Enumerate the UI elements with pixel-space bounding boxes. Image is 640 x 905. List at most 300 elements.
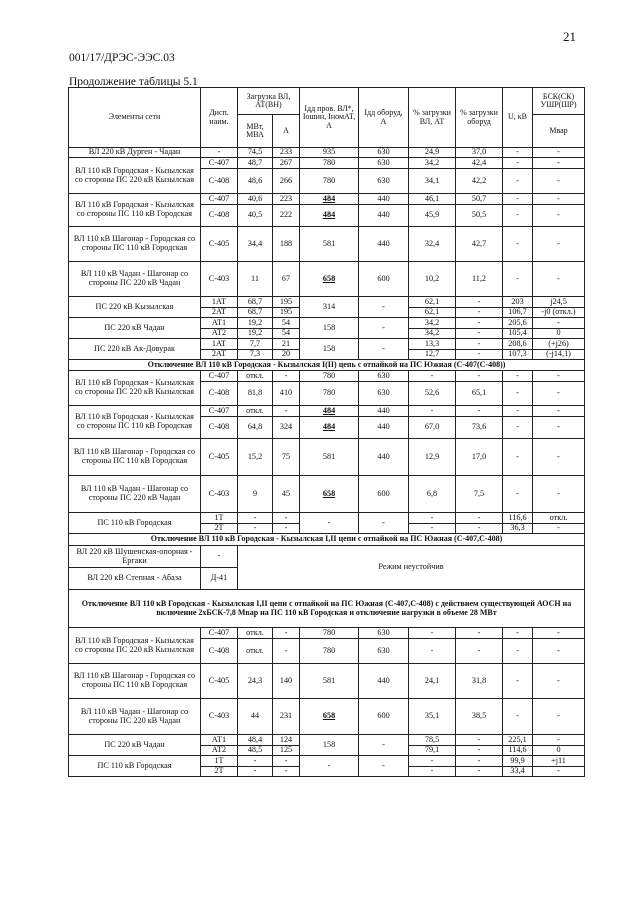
element-name: ПС 220 кВ Чадан	[69, 318, 201, 339]
pct-line-value: -	[409, 756, 456, 767]
mvar-value: -j0 (откл.)	[533, 308, 585, 318]
mvar-value: -	[533, 767, 585, 777]
regime-note: Режим неустойчив	[238, 546, 585, 590]
voltage-value: -	[503, 628, 533, 639]
idd-equipment-value: 440	[359, 194, 409, 205]
load-mw-value: 48,5	[238, 746, 273, 756]
voltage-value: -	[503, 169, 533, 194]
mvar-value: (-j14,1)	[533, 350, 585, 360]
table-body	[69, 148, 585, 777]
dispatch-name: С-403	[201, 262, 238, 297]
pct-equipment-value: 17,0	[456, 439, 503, 476]
mvar-value: -	[533, 169, 585, 194]
table-row	[69, 546, 585, 568]
mvar-value: -	[533, 664, 585, 699]
voltage-value: 116,6	[503, 513, 533, 524]
pct-line-value: -	[409, 406, 456, 417]
pct-equipment-value: 42,7	[456, 227, 503, 262]
idd-equipment-value: 630	[359, 639, 409, 664]
load-current-value: 223	[273, 194, 300, 205]
idd-line-value: 581	[300, 227, 359, 262]
pct-line-value: -	[409, 513, 456, 524]
load-mw-value: -	[238, 756, 273, 767]
idd-line-value: 780	[300, 628, 359, 639]
pct-equipment-value: -	[456, 756, 503, 767]
pct-line-value: 10,2	[409, 262, 456, 297]
table-row	[69, 439, 585, 476]
header-pct-equipment: % загрузки оборуд	[456, 88, 503, 148]
mvar-value: j24,5	[533, 297, 585, 308]
table-row	[69, 628, 585, 639]
load-mw-value: 44	[238, 699, 273, 735]
header-idd-line: Iдд пров. ВЛ*, Iошин, IномАТ, А	[300, 88, 359, 148]
element-name: ВЛ 110 кВ Чадан - Шагонар со стороны ПС 220 кВ Чадан	[69, 699, 201, 735]
idd-equipment-value: 630	[359, 371, 409, 382]
load-current-value: 54	[273, 329, 300, 339]
voltage-value: -	[503, 148, 533, 158]
header-elements: Элементы сети	[69, 88, 201, 148]
table-row	[69, 756, 585, 767]
load-current-value: 231	[273, 699, 300, 735]
dispatch-name: С-407	[201, 406, 238, 417]
dispatch-name: С-403	[201, 476, 238, 513]
table-row	[69, 318, 585, 329]
idd-equipment-value: -	[359, 318, 409, 339]
load-mw-value: 40,5	[238, 205, 273, 227]
load-current-value: 195	[273, 308, 300, 318]
idd-line-value: -	[300, 513, 359, 534]
load-mw-value: 74,5	[238, 148, 273, 158]
pct-equipment-value: -	[456, 524, 503, 534]
mvar-value: -	[533, 439, 585, 476]
load-current-value: -	[273, 406, 300, 417]
pct-line-value: 34,1	[409, 169, 456, 194]
pct-line-value: -	[409, 767, 456, 777]
dispatch-name: 1АТ	[201, 297, 238, 308]
idd-line-value: 484	[300, 205, 359, 227]
idd-line-value: 581	[300, 664, 359, 699]
dispatch-name: С-405	[201, 664, 238, 699]
section-header-row	[69, 534, 585, 546]
results-table	[68, 87, 585, 777]
table-row	[69, 371, 585, 382]
idd-line-value: -	[300, 756, 359, 777]
pct-equipment-value: -	[456, 735, 503, 746]
dispatch-name: С-408	[201, 639, 238, 664]
load-current-value: 21	[273, 339, 300, 350]
idd-line-value: 484	[300, 406, 359, 417]
mvar-value: -	[533, 262, 585, 297]
idd-line-value: 484	[300, 417, 359, 439]
load-mw-value: -	[238, 524, 273, 534]
mvar-value: 0	[533, 329, 585, 339]
pct-equipment-value: 50,7	[456, 194, 503, 205]
dispatch-name: С-407	[201, 194, 238, 205]
element-name: ВЛ 110 кВ Чадан - Шагонар со стороны ПС 220 кВ Чадан	[69, 476, 201, 513]
load-mw-value: 48,7	[238, 158, 273, 169]
load-current-value: -	[273, 639, 300, 664]
load-current-value: 75	[273, 439, 300, 476]
idd-equipment-value: 440	[359, 205, 409, 227]
idd-line-value: 780	[300, 169, 359, 194]
voltage-value: -	[503, 262, 533, 297]
voltage-value: -	[503, 406, 533, 417]
idd-equipment-value: -	[359, 297, 409, 318]
idd-line-value: 314	[300, 297, 359, 318]
pct-equipment-value: -	[456, 406, 503, 417]
document-id: 001/17/ДРЭС-ЭЭС.03	[69, 52, 175, 64]
dispatch-name: С-403	[201, 699, 238, 735]
load-mw-value: -	[238, 767, 273, 777]
idd-line-value: 658	[300, 262, 359, 297]
mvar-value: 0	[533, 746, 585, 756]
idd-line-value: 780	[300, 158, 359, 169]
element-name: ВЛ 220 кВ Дурген - Чадан	[69, 148, 201, 158]
dispatch-name: АТ2	[201, 329, 238, 339]
voltage-value: -	[503, 205, 533, 227]
pct-line-value: 67,0	[409, 417, 456, 439]
mvar-value: -	[533, 699, 585, 735]
header-load-group: Загрузка ВЛ, АТ(ВН)	[238, 88, 300, 115]
mvar-value: +j11	[533, 756, 585, 767]
idd-line-value: 780	[300, 371, 359, 382]
voltage-value: 114,6	[503, 746, 533, 756]
load-mw-value: 15,2	[238, 439, 273, 476]
dispatch-name: С-407	[201, 628, 238, 639]
table-row	[69, 148, 585, 158]
load-mw-value: 40,6	[238, 194, 273, 205]
load-mw-value: 7,3	[238, 350, 273, 360]
header-voltage: U, кВ	[503, 88, 533, 148]
header-pct-line: % загрузки ВЛ, АТ	[409, 88, 456, 148]
load-current-value: 45	[273, 476, 300, 513]
pct-line-value: 78,5	[409, 735, 456, 746]
pct-line-value: -	[409, 371, 456, 382]
load-current-value: -	[273, 756, 300, 767]
voltage-value: -	[503, 699, 533, 735]
pct-equipment-value: 65,1	[456, 382, 503, 406]
dispatch-name: АТ1	[201, 318, 238, 329]
idd-equipment-value: 600	[359, 699, 409, 735]
mvar-value: -	[533, 735, 585, 746]
table-continuation-caption: Продолжение таблицы 5.1	[69, 76, 198, 88]
dispatch-name: С-408	[201, 169, 238, 194]
idd-equipment-value: 630	[359, 169, 409, 194]
table-row	[69, 158, 585, 169]
mvar-value: (+j26)	[533, 339, 585, 350]
load-mw-value: 24,3	[238, 664, 273, 699]
element-name: ВЛ 110 кВ Шагонар - Городская со стороны ПС 110 кВ Городская	[69, 439, 201, 476]
load-current-value: 324	[273, 417, 300, 439]
mvar-value: -	[533, 382, 585, 406]
voltage-value: -	[503, 417, 533, 439]
table-row	[69, 513, 585, 524]
load-mw-value: 11	[238, 262, 273, 297]
voltage-value: -	[503, 476, 533, 513]
pct-equipment-value: 42,2	[456, 169, 503, 194]
section-title: Отключение ВЛ 110 кВ Городская - Кызылская I(II) цепь с отпайкой на ПС Южная (С-407(С-408))	[69, 360, 585, 371]
mvar-value: -	[533, 476, 585, 513]
element-name: ВЛ 110 кВ Городская - Кызылская со стороны ПС 220 кВ Кызылская	[69, 158, 201, 194]
section-header-row	[69, 360, 585, 371]
load-mw-value: откл.	[238, 406, 273, 417]
idd-line-value: 158	[300, 339, 359, 360]
idd-equipment-value: 440	[359, 227, 409, 262]
load-current-value: -	[273, 628, 300, 639]
idd-line-value: 935	[300, 148, 359, 158]
voltage-value: -	[503, 158, 533, 169]
load-mw-value: 48,6	[238, 169, 273, 194]
dispatch-name: 1Т	[201, 756, 238, 767]
element-name: ВЛ 110 кВ Городская - Кызылская со стороны ПС 110 кВ Городская	[69, 406, 201, 439]
element-name: ПС 220 кВ Кызылская	[69, 297, 201, 318]
idd-equipment-value: -	[359, 735, 409, 756]
load-current-value: 20	[273, 350, 300, 360]
pct-line-value: 62,1	[409, 297, 456, 308]
table-row	[69, 262, 585, 297]
voltage-value: 203	[503, 297, 533, 308]
mvar-value: -	[533, 639, 585, 664]
load-mw-value: откл.	[238, 628, 273, 639]
load-current-value: 266	[273, 169, 300, 194]
load-mw-value: 19,2	[238, 329, 273, 339]
load-mw-value: 9	[238, 476, 273, 513]
element-name: ПС 110 кВ Городская	[69, 756, 201, 777]
load-current-value: -	[273, 371, 300, 382]
load-current-value: -	[273, 524, 300, 534]
element-name: ВЛ 110 кВ Шагонар - Городская со стороны ПС 110 кВ Городская	[69, 664, 201, 699]
table-row	[69, 476, 585, 513]
load-current-value: 267	[273, 158, 300, 169]
element-name: ВЛ 220 кВ Шушенская-опорная - Ергаки	[69, 546, 201, 568]
voltage-value: 107,3	[503, 350, 533, 360]
mvar-value: -	[533, 318, 585, 329]
pct-equipment-value: -	[456, 318, 503, 329]
section-title: Отключение ВЛ 110 кВ Городская - Кызылская I,II цепи с отпайкой на ПС Южная (С-407,С-408) с действием существующей АОСН на включение 2хБСК-7,8 Мвар на ПС 110 кВ Городская и отключение нагрузки в объеме 28 МВт	[69, 590, 585, 628]
element-name: ВЛ 110 кВ Городская - Кызылская со стороны ПС 110 кВ Городская	[69, 194, 201, 227]
header-load-mw: МВт, МВА	[238, 115, 273, 148]
idd-equipment-value: -	[359, 756, 409, 777]
load-current-value: 222	[273, 205, 300, 227]
dispatch-name: 2Т	[201, 767, 238, 777]
pct-line-value: 62,1	[409, 308, 456, 318]
voltage-value: -	[503, 664, 533, 699]
voltage-value: 99,9	[503, 756, 533, 767]
element-name: ВЛ 110 кВ Чадан - Шагонар со стороны ПС 220 кВ Чадан	[69, 262, 201, 297]
idd-equipment-value: 630	[359, 158, 409, 169]
pct-line-value: 52,6	[409, 382, 456, 406]
pct-line-value: 12,7	[409, 350, 456, 360]
mvar-value: -	[533, 194, 585, 205]
dispatch-name: С-407	[201, 158, 238, 169]
section-title: Отключение ВЛ 110 кВ Городская - Кызылская I,II цепи с отпайкой на ПС Южная (С-407,С-408)	[69, 534, 585, 546]
element-name: ВЛ 110 кВ Городская - Кызылская со стороны ПС 220 кВ Кызылская	[69, 628, 201, 664]
load-mw-value: 48,4	[238, 735, 273, 746]
element-name: ПС 220 кВ Чадан	[69, 735, 201, 756]
dispatch-name: 1Т	[201, 513, 238, 524]
dispatch-name: С-405	[201, 227, 238, 262]
idd-equipment-value: -	[359, 339, 409, 360]
table-row	[69, 664, 585, 699]
pct-line-value: 32,4	[409, 227, 456, 262]
dispatch-name: С-407	[201, 371, 238, 382]
table-row	[69, 735, 585, 746]
pct-equipment-value: -	[456, 639, 503, 664]
voltage-value: 205,6	[503, 318, 533, 329]
dispatch-name: -	[201, 148, 238, 158]
load-mw-value: откл.	[238, 371, 273, 382]
pct-equipment-value: -	[456, 297, 503, 308]
page-number: 21	[563, 29, 576, 44]
idd-equipment-value: 440	[359, 417, 409, 439]
idd-line-value: 581	[300, 439, 359, 476]
pct-equipment-value: 37,0	[456, 148, 503, 158]
mvar-value: -	[533, 158, 585, 169]
idd-line-value: 658	[300, 476, 359, 513]
pct-line-value: 6,8	[409, 476, 456, 513]
voltage-value: -	[503, 639, 533, 664]
pct-line-value: 34,2	[409, 158, 456, 169]
voltage-value: 106,7	[503, 308, 533, 318]
voltage-value: -	[503, 371, 533, 382]
mvar-value: откл.	[533, 513, 585, 524]
pct-line-value: 24,9	[409, 148, 456, 158]
header-mvar: Мвар	[533, 115, 585, 148]
load-mw-value: 19,2	[238, 318, 273, 329]
mvar-value: -	[533, 628, 585, 639]
pct-line-value: 34,2	[409, 329, 456, 339]
idd-equipment-value: 600	[359, 262, 409, 297]
idd-line-value: 484	[300, 194, 359, 205]
pct-line-value: -	[409, 639, 456, 664]
idd-equipment-value: 630	[359, 148, 409, 158]
load-current-value: -	[273, 767, 300, 777]
element-name: ПС 110 кВ Городская	[69, 513, 201, 534]
load-current-value: 233	[273, 148, 300, 158]
table-row	[69, 194, 585, 205]
mvar-value: -	[533, 148, 585, 158]
pct-line-value: 35,1	[409, 699, 456, 735]
element-name: ВЛ 110 кВ Городская - Кызылская со стороны ПС 220 кВ Кызылская	[69, 371, 201, 406]
idd-line-value: 658	[300, 699, 359, 735]
voltage-value: -	[503, 227, 533, 262]
idd-line-value: 780	[300, 382, 359, 406]
pct-equipment-value: 50,5	[456, 205, 503, 227]
element-name: ВЛ 110 кВ Шагонар - Городская со стороны ПС 110 кВ Городская	[69, 227, 201, 262]
pct-line-value: 13,3	[409, 339, 456, 350]
pct-equipment-value: -	[456, 329, 503, 339]
dispatch-name: 2Т	[201, 524, 238, 534]
idd-equipment-value: 630	[359, 382, 409, 406]
idd-equipment-value: 440	[359, 439, 409, 476]
mvar-value: -	[533, 205, 585, 227]
pct-line-value: 34,2	[409, 318, 456, 329]
load-current-value: 195	[273, 297, 300, 308]
load-mw-value: 64,8	[238, 417, 273, 439]
load-mw-value: 7,7	[238, 339, 273, 350]
load-current-value: 188	[273, 227, 300, 262]
pct-equipment-value: 31,8	[456, 664, 503, 699]
idd-line-value: 158	[300, 318, 359, 339]
pct-line-value: 24,1	[409, 664, 456, 699]
voltage-value: -	[503, 194, 533, 205]
pct-equipment-value: -	[456, 746, 503, 756]
pct-equipment-value: 73,6	[456, 417, 503, 439]
dispatch-name: С-408	[201, 417, 238, 439]
voltage-value: 208,6	[503, 339, 533, 350]
load-mw-value: 81,8	[238, 382, 273, 406]
pct-line-value: -	[409, 524, 456, 534]
dispatch-name: С-405	[201, 439, 238, 476]
voltage-value: -	[503, 382, 533, 406]
header-idd-equipment: Iдд оборуд, А	[359, 88, 409, 148]
load-mw-value: 68,7	[238, 297, 273, 308]
pct-equipment-value: 11,2	[456, 262, 503, 297]
element-name: ВЛ 220 кВ Степная - Абаза	[69, 568, 201, 590]
mvar-value: -	[533, 524, 585, 534]
mvar-value: -	[533, 417, 585, 439]
table-row	[69, 297, 585, 308]
table-row	[69, 339, 585, 350]
pct-equipment-value: -	[456, 308, 503, 318]
table-row	[69, 699, 585, 735]
header-load-a: А	[273, 115, 300, 148]
header-disp: Дисп. наим.	[201, 88, 238, 148]
dispatch-name: АТ2	[201, 746, 238, 756]
pct-equipment-value: -	[456, 513, 503, 524]
idd-equipment-value: -	[359, 513, 409, 534]
mvar-value: -	[533, 227, 585, 262]
load-current-value: 410	[273, 382, 300, 406]
pct-line-value: 79,1	[409, 746, 456, 756]
pct-line-value: 12,9	[409, 439, 456, 476]
load-mw-value: 34,4	[238, 227, 273, 262]
dispatch-name: 1АТ	[201, 339, 238, 350]
dispatch-name: Д-41	[201, 568, 238, 590]
idd-line-value: 780	[300, 639, 359, 664]
pct-equipment-value: -	[456, 350, 503, 360]
pct-line-value: -	[409, 628, 456, 639]
load-mw-value: -	[238, 513, 273, 524]
mvar-value: -	[533, 371, 585, 382]
pct-equipment-value: -	[456, 371, 503, 382]
load-mw-value: откл.	[238, 639, 273, 664]
load-current-value: -	[273, 513, 300, 524]
pct-equipment-value: -	[456, 339, 503, 350]
voltage-value: 225,1	[503, 735, 533, 746]
table-row	[69, 406, 585, 417]
voltage-value: 36,3	[503, 524, 533, 534]
dispatch-name: 2АТ	[201, 308, 238, 318]
pct-equipment-value: -	[456, 767, 503, 777]
pct-equipment-value: 42,4	[456, 158, 503, 169]
pct-equipment-value: -	[456, 628, 503, 639]
voltage-value: -	[503, 439, 533, 476]
dispatch-name: С-408	[201, 382, 238, 406]
load-current-value: 124	[273, 735, 300, 746]
load-mw-value: 68,7	[238, 308, 273, 318]
section-header-row	[69, 590, 585, 628]
dispatch-name: -	[201, 546, 238, 568]
dispatch-name: АТ1	[201, 735, 238, 746]
pct-equipment-value: 38,5	[456, 699, 503, 735]
mvar-value: -	[533, 406, 585, 417]
load-current-value: 67	[273, 262, 300, 297]
table-row	[69, 227, 585, 262]
idd-equipment-value: 440	[359, 406, 409, 417]
idd-equipment-value: 600	[359, 476, 409, 513]
load-current-value: 140	[273, 664, 300, 699]
